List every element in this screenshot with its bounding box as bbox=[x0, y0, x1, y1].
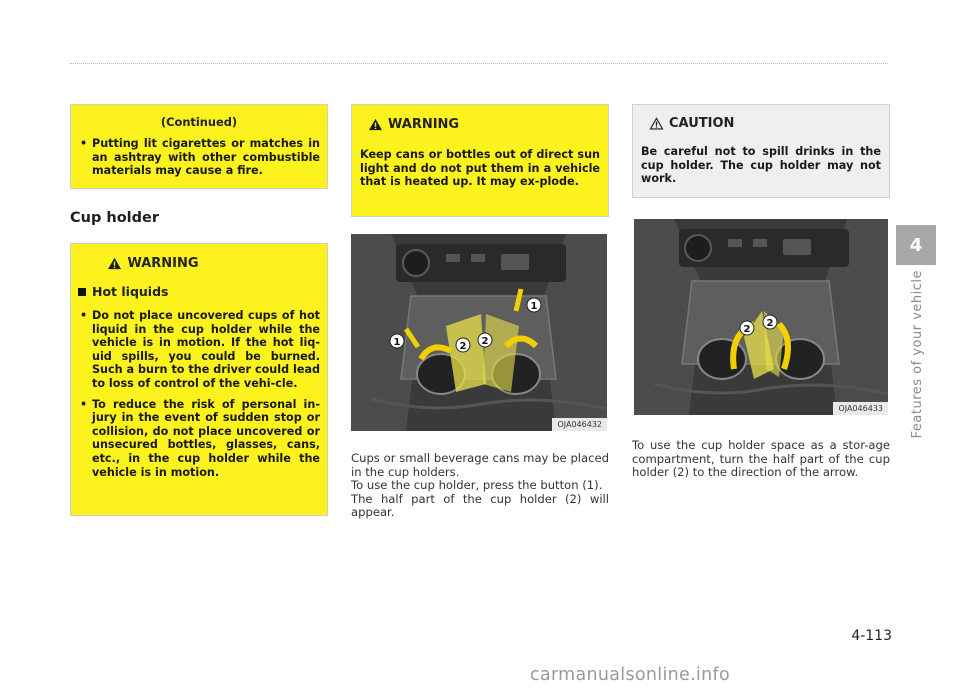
warning-sun-heading bbox=[368, 117, 600, 132]
figure-1-id: OJA046432 bbox=[552, 418, 607, 431]
page-number: 4-113 bbox=[851, 628, 892, 644]
warning-sun-box bbox=[351, 104, 609, 217]
warning-heading bbox=[78, 256, 228, 271]
body-text-middle: Cups or small beverage cans may be placed in the cup holders. To use the cup holder, press the button (1). The half part of the cup holder (2) will appear. bbox=[351, 451, 609, 520]
chapter-tab: 4 bbox=[896, 225, 936, 265]
caution-heading bbox=[649, 116, 881, 131]
continued-box bbox=[70, 104, 328, 189]
caution-box bbox=[632, 104, 890, 198]
callout-1a: 1 bbox=[393, 337, 401, 348]
cup-holder-figure-2 bbox=[634, 219, 888, 415]
continued-title: (Continued) bbox=[160, 115, 238, 129]
warning-hot-liquids-box bbox=[70, 243, 328, 516]
callout-1b: 1 bbox=[530, 301, 538, 312]
callout-2a: 2 bbox=[459, 341, 467, 352]
hot-liquids-subheading bbox=[78, 284, 320, 299]
section-title: Cup holder bbox=[70, 210, 160, 226]
caution-triangle-icon bbox=[649, 117, 664, 130]
square-bullet-icon bbox=[78, 288, 86, 296]
warning-triangle-icon bbox=[107, 257, 122, 270]
body-text-right: To use the cup holder space as a stor-age compartment, turn the half part of the cup holder (2) to the direction of the arrow. bbox=[632, 438, 890, 480]
warning-sun-label: WARNING bbox=[388, 117, 460, 132]
warning-label: WARNING bbox=[127, 256, 199, 271]
hot-liquids-bullet-2: • To reduce the risk of personal in-jury in the event of sudden stop or collision, do not place uncovered or unsecured bottles, glasses, cans, etc., in the cup holder while the vehicle is in motion. bbox=[78, 398, 320, 480]
chapter-side-label bbox=[903, 270, 931, 460]
cup-holder-illustration-2 bbox=[634, 219, 888, 415]
callout-2b: 2 bbox=[766, 318, 774, 329]
caution-text: Be careful not to spill drinks in the cup holder. The cup holder may not work. bbox=[641, 145, 881, 186]
caution-label: CAUTION bbox=[669, 116, 735, 131]
warning-triangle-icon bbox=[368, 118, 383, 131]
continued-bullet: • Putting lit cigarettes or matches in an ashtray with other combustible materials may cause a fire. bbox=[78, 137, 320, 178]
callout-2b: 2 bbox=[481, 336, 489, 347]
hot-liquids-label: Hot liquids bbox=[92, 284, 169, 299]
cup-holder-illustration-1 bbox=[351, 234, 607, 431]
cup-holder-figure-1 bbox=[351, 234, 607, 431]
warning-sun-text: Keep cans or bottles out of direct sun light and do not put them in a vehicle that is heated up. It may ex-plode. bbox=[360, 148, 600, 189]
callout-2a: 2 bbox=[743, 324, 751, 335]
top-rule bbox=[70, 63, 888, 64]
hot-liquids-bullet-1: • Do not place uncovered cups of hot liquid in the cup holder while the vehicle is in motion. If the hot liq-uid spills, you could be burned. Such a burn to the driver could lead to loss of control of the vehi-cle. bbox=[78, 309, 320, 391]
figure-2-id: OJA046433 bbox=[833, 402, 888, 415]
chapter-side-label-text: Features of your vehicle bbox=[909, 270, 925, 439]
watermark: carmanualsonline.info bbox=[530, 665, 730, 685]
